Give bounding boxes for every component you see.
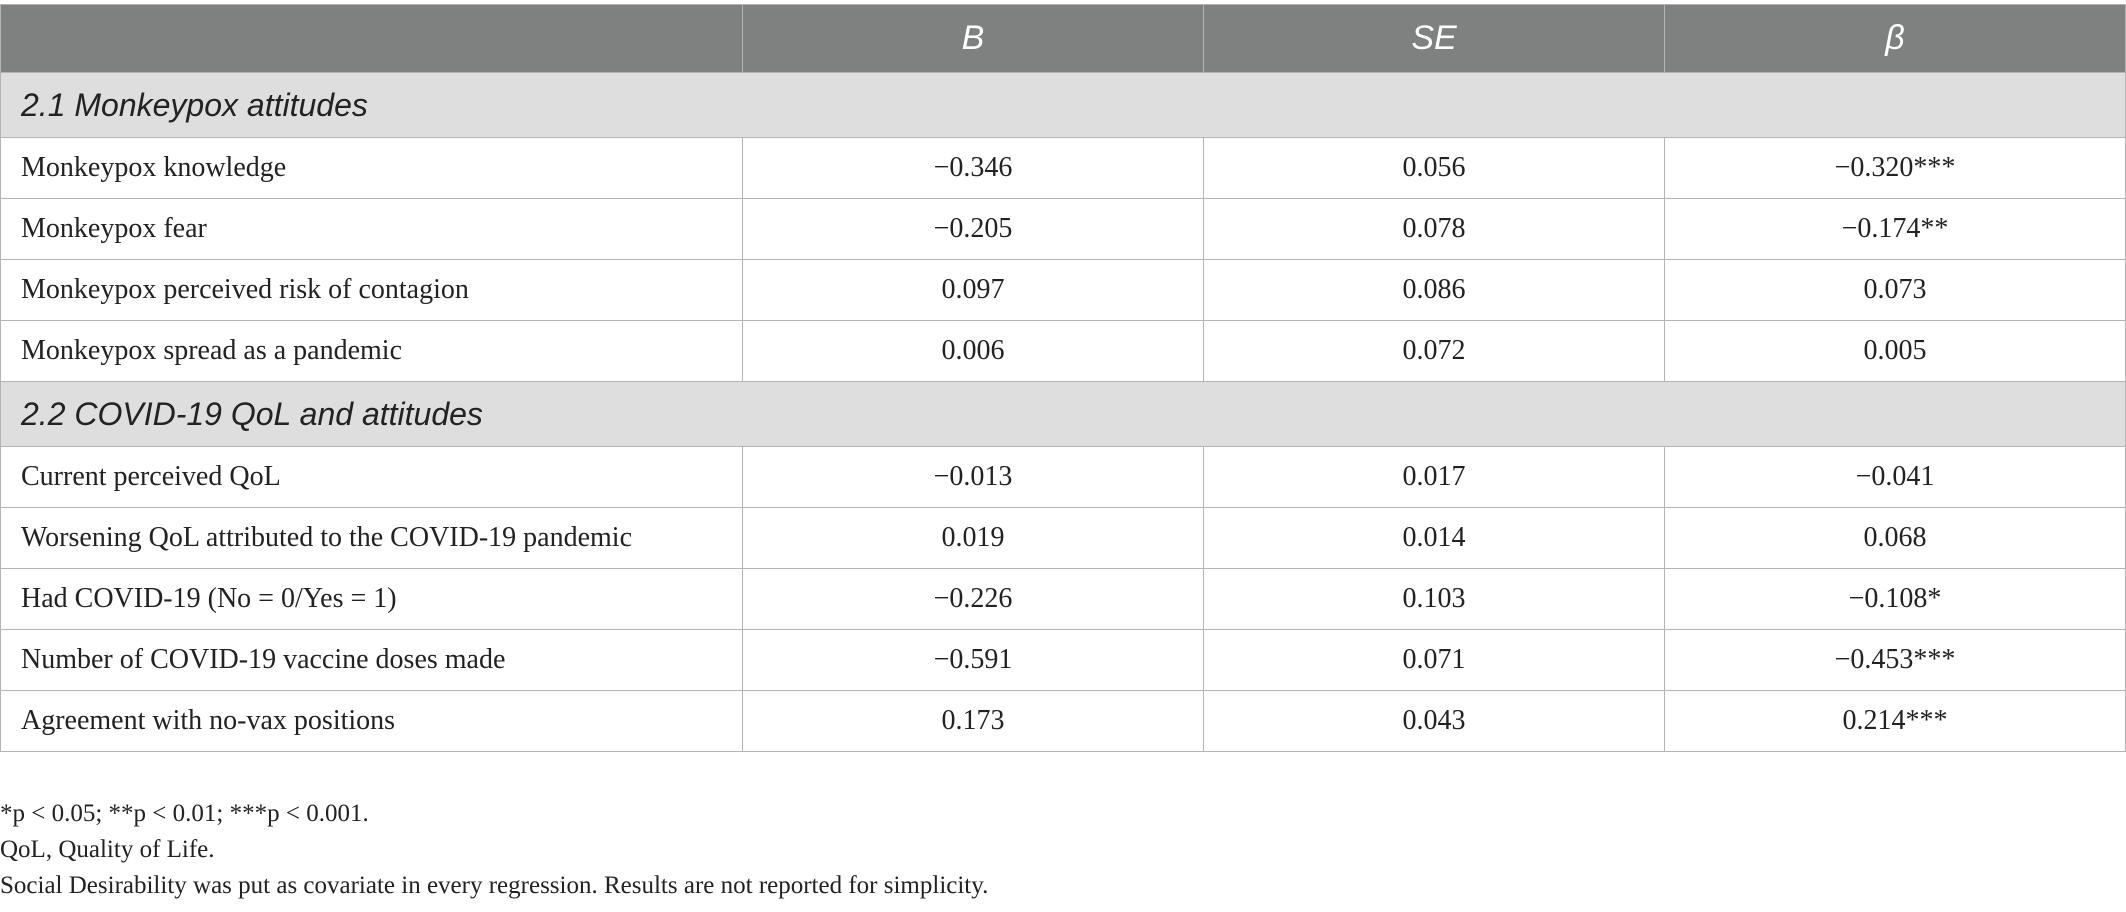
section-title: 2.1 Monkeypox attitudes: [1, 73, 2126, 138]
note-line: Social Desirability was put as covariate in every regression. Results are not reported for simplicity.: [0, 872, 989, 899]
se-value: 0.017: [1204, 447, 1665, 508]
header-empty: [1, 5, 743, 73]
b-value: 0.006: [743, 321, 1204, 382]
table-row: [1, 569, 2126, 630]
row-label: Worsening QoL attributed to the COVID-19 pandemic: [1, 508, 743, 569]
header-row: [1, 5, 2126, 73]
regression-table: [0, 4, 2126, 752]
section-title: 2.2 COVID-19 QoL and attitudes: [1, 382, 2126, 447]
b-value: −0.013: [743, 447, 1204, 508]
table-row: [1, 321, 2126, 382]
beta-value: −0.320***: [1665, 138, 2126, 199]
row-label: Monkeypox knowledge: [1, 138, 743, 199]
se-value: 0.071: [1204, 630, 1665, 691]
beta-value: −0.453***: [1665, 630, 2126, 691]
row-label: Monkeypox fear: [1, 199, 743, 260]
se-value: 0.056: [1204, 138, 1665, 199]
row-label: Agreement with no-vax positions: [1, 691, 743, 752]
header-beta: β: [1665, 5, 2126, 73]
se-value: 0.072: [1204, 321, 1665, 382]
note-line: QoL, Quality of Life.: [0, 836, 215, 863]
beta-value: −0.174**: [1665, 199, 2126, 260]
table-row: [1, 691, 2126, 752]
row-label: Monkeypox spread as a pandemic: [1, 321, 743, 382]
table-row: [1, 447, 2126, 508]
b-value: −0.226: [743, 569, 1204, 630]
table-row: [1, 260, 2126, 321]
se-value: 0.086: [1204, 260, 1665, 321]
beta-value: −0.108*: [1665, 569, 2126, 630]
table-notes: [0, 796, 988, 904]
se-value: 0.043: [1204, 691, 1665, 752]
section-header-row: [1, 382, 2126, 447]
header-b: B: [743, 5, 1204, 73]
beta-value: 0.214***: [1665, 691, 2126, 752]
table-row: [1, 138, 2126, 199]
row-label: Had COVID-19 (No = 0/Yes = 1): [1, 569, 743, 630]
beta-value: 0.068: [1665, 508, 2126, 569]
se-value: 0.078: [1204, 199, 1665, 260]
b-value: −0.205: [743, 199, 1204, 260]
row-label: Number of COVID-19 vaccine doses made: [1, 630, 743, 691]
header-se: SE: [1204, 5, 1665, 73]
table-row: [1, 199, 2126, 260]
note-line: *p < 0.05; **p < 0.01; ***p < 0.001.: [0, 800, 369, 827]
section-header-row: [1, 73, 2126, 138]
row-label: Monkeypox perceived risk of contagion: [1, 260, 743, 321]
se-value: 0.103: [1204, 569, 1665, 630]
se-value: 0.014: [1204, 508, 1665, 569]
table-row: [1, 630, 2126, 691]
b-value: −0.346: [743, 138, 1204, 199]
b-value: −0.591: [743, 630, 1204, 691]
table-row: [1, 508, 2126, 569]
beta-value: 0.005: [1665, 321, 2126, 382]
beta-value: −0.041: [1665, 447, 2126, 508]
b-value: 0.173: [743, 691, 1204, 752]
beta-value: 0.073: [1665, 260, 2126, 321]
row-label: Current perceived QoL: [1, 447, 743, 508]
b-value: 0.019: [743, 508, 1204, 569]
b-value: 0.097: [743, 260, 1204, 321]
